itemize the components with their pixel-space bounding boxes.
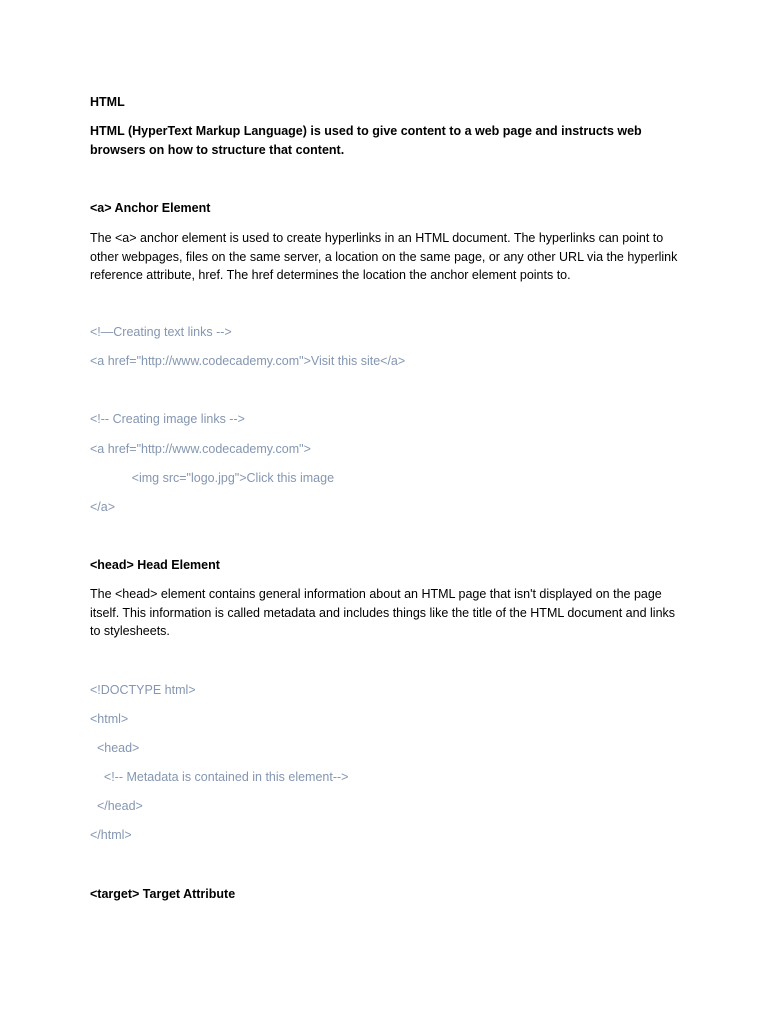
code-line: <img src="logo.jpg">Click this image [90, 471, 335, 485]
code-line: </html> [90, 828, 132, 842]
code-line: <!-- Creating image links --> [90, 412, 245, 426]
code-line: <!—Creating text links --> [90, 325, 232, 339]
head-paragraph: The <head> element contains general information about an HTML page that isn't displayed on the page itself. This information is called metadata and includes things like the title of the HTML document and links to stylesheets. [90, 587, 676, 638]
code-line: <a href="http://www.codecademy.com"> [90, 442, 311, 456]
code-line: <a href="http://www.codecademy.com">Visit this site</a> [90, 354, 406, 368]
code-line: </head> [90, 799, 143, 813]
code-line: <html> [90, 712, 129, 726]
head-heading: <head> Head Element [90, 558, 220, 572]
code-line: </a> [90, 500, 116, 514]
code-line: <head> [90, 741, 140, 755]
document-title: HTML [90, 95, 125, 109]
anchor-heading: <a> Anchor Element [90, 201, 211, 215]
target-heading: <target> Target Attribute [90, 887, 236, 901]
intro-paragraph: HTML (HyperText Markup Language) is used to give content to a web page and instructs web browsers on how to structure that content. [90, 124, 642, 157]
anchor-paragraph: The <a> anchor element is used to create hyperlinks in an HTML document. The hyperlinks can point to other webpages, files on the same server, a location on the same page, or any other URL via the hyperlink reference attribute, href. The href determines the location the anchor element points to. [90, 231, 678, 282]
code-line: <!DOCTYPE html> [90, 683, 196, 697]
code-line: <!-- Metadata is contained in this element--> [90, 770, 349, 784]
